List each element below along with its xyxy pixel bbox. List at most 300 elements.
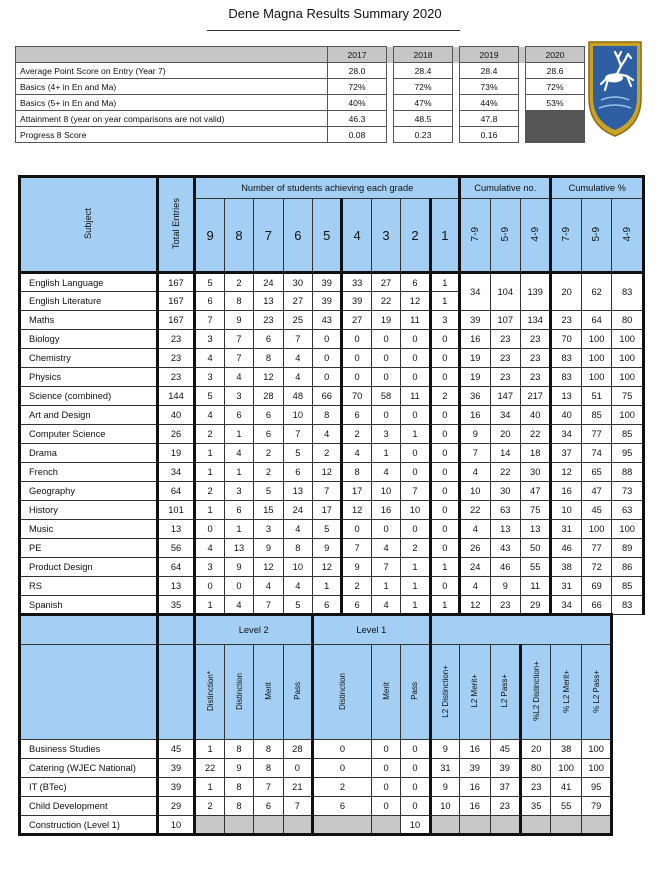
voc-cum-pct-value: 20 [521,740,551,759]
grade-count: 5 [254,482,283,501]
level1-count: 0 [313,740,372,759]
grade-count: 2 [195,425,224,444]
level2-count: 21 [283,778,312,797]
voc-col-label: Distinction* [205,670,215,711]
voc-cum-no-value: 16 [460,778,490,797]
grade-header: 1 [430,199,459,273]
cum-no-value: 14 [490,444,520,463]
grade-count: 10 [283,558,312,577]
subject-row [20,330,644,349]
summary-row [16,79,585,95]
cum-no-col-header [460,199,490,273]
cum-pct-value: 85 [612,425,644,444]
summary-value: 40% [328,95,387,111]
grade-count: 0 [342,330,371,349]
grade-header: 9 [195,199,224,273]
cum-pct-value: 31 [551,520,581,539]
grade-count: 5 [195,273,224,292]
grade-count: 0 [371,406,400,425]
summary-value: 53% [526,95,585,111]
cum-no-value: 23 [490,330,520,349]
subject-row [20,596,644,615]
subject-entries: 23 [157,330,195,349]
grade-count: 10 [283,406,312,425]
cum-no-value: 13 [490,520,520,539]
cum-pct-value: 65 [581,463,611,482]
level1-count: 0 [401,778,430,797]
subject-entries: 64 [157,482,195,501]
grade-count: 0 [430,520,459,539]
summary-row [16,95,585,111]
grade-count: 2 [254,444,283,463]
grade-count: 3 [371,425,400,444]
grade-count: 12 [313,463,342,482]
grade-count: 0 [224,577,253,596]
grade-count: 22 [371,292,400,311]
grade-count: 7 [283,330,312,349]
grade-count: 12 [342,501,371,520]
summary-label: Attainment 8 (year on year comparisons are not valid) [16,111,328,127]
voc-cum-pct-value: 100 [551,759,581,778]
level2-count: 1 [195,740,224,759]
grade-count: 23 [254,311,283,330]
grade-count: 4 [371,539,400,558]
summary-row [16,111,585,127]
cum-pct-value: 16 [551,482,581,501]
voc-col-label: Distinction [234,672,244,710]
level2-col-header [224,645,253,740]
subject-name: RS [20,577,158,596]
voc-subject-name: Construction (Level 1) [20,816,158,835]
cum-pct-value: 34 [551,596,581,615]
voc-subject-row [20,816,644,835]
voc-cum-pct-value: 95 [581,778,611,797]
grade-count: 8 [342,463,371,482]
grade-count: 0 [342,520,371,539]
level2-col-header [283,645,312,740]
cum-no-value: 4 [460,520,490,539]
grade-count: 9 [224,311,253,330]
summary-row [16,63,585,79]
grade-count: 6 [254,330,283,349]
level2-count: 7 [283,797,312,816]
entries-header: Total Entries [171,197,181,250]
level2-count: 8 [254,759,283,778]
grade-count: 15 [254,501,283,520]
grade-count: 0 [401,368,430,387]
summary-row [16,127,585,143]
cum-pct-value: 20 [551,273,581,311]
voc-cum-no-value [460,816,490,835]
subject-name: History [20,501,158,520]
grade-count: 3 [224,482,253,501]
grade-count: 6 [342,596,371,615]
cum-pct-value: 95 [612,444,644,463]
grade-count: 4 [224,444,253,463]
grade-count: 0 [430,349,459,368]
voc-subject-name: Catering (WJEC National) [20,759,158,778]
voc-header-row-2 [20,645,644,740]
level1-count: 0 [313,759,372,778]
grade-count: 39 [313,292,342,311]
voc-cum-no-value [490,816,520,835]
voc-cum-pct-value: 100 [581,759,611,778]
cum-pct-value: 31 [551,577,581,596]
cum-pct-value: 83 [551,349,581,368]
grade-count: 27 [371,273,400,292]
voc-cum-pct-value: 80 [521,759,551,778]
grade-count: 39 [342,292,371,311]
subject-name: Science (combined) [20,387,158,406]
cum-pct-value: 100 [581,368,611,387]
grade-count: 4 [283,577,312,596]
summary-value: 72% [526,79,585,95]
subject-name: Geography [20,482,158,501]
level2-count: 6 [254,797,283,816]
grade-count: 0 [401,330,430,349]
cum-no-value: 46 [490,558,520,577]
voc-cum-no-value: 37 [490,778,520,797]
voc-entries-blank-2 [157,645,195,740]
cum-no-value: 23 [490,349,520,368]
voc-subject-row [20,797,644,816]
grade-count: 0 [371,349,400,368]
grade-count: 7 [313,482,342,501]
voc-cum-no-value: 23 [490,797,520,816]
subject-row [20,406,644,425]
grade-count: 0 [430,539,459,558]
grade-count: 0 [371,330,400,349]
grade-count: 2 [342,425,371,444]
level2-count: 22 [195,759,224,778]
grades-header: Number of students achieving each grade [195,177,460,199]
grade-count: 2 [195,482,224,501]
level2-count: 8 [224,778,253,797]
voc-cum-pct-value [581,816,611,835]
cum-pct-value: 62 [581,273,611,311]
voc-col-label: L2 Pass+ [500,674,510,708]
grade-count: 0 [313,330,342,349]
subject-name: Computer Science [20,425,158,444]
subject-name: Art and Design [20,406,158,425]
grade-count: 0 [313,368,342,387]
voc-cum-pct-value: 41 [551,778,581,797]
voc-subject-blank-2 [20,645,158,740]
cum-pct-value: 85 [612,577,644,596]
grade-count: 28 [254,387,283,406]
grade-count: 27 [342,311,371,330]
cum-pct-col-header [551,199,581,273]
summary-value: 72% [328,79,387,95]
voc-cum-pct-value: 38 [551,740,581,759]
grade-count: 48 [283,387,312,406]
subject-entries: 56 [157,539,195,558]
level2-count [254,816,283,835]
cum-no-value: 20 [490,425,520,444]
summary-label: Average Point Score on Entry (Year 7) [16,63,328,79]
grade-count: 2 [430,387,459,406]
subject-entries: 101 [157,501,195,520]
cum-no-value: 22 [460,501,490,520]
grade-count: 2 [342,577,371,596]
subject-row [20,368,644,387]
cum-pct-value: 100 [581,520,611,539]
grade-count: 10 [401,501,430,520]
subject-row [20,520,644,539]
cum-no-value: 147 [490,387,520,406]
grade-count: 7 [254,596,283,615]
summary-year: 2018 [394,47,453,63]
cum-no-value: 23 [490,368,520,387]
grade-count: 12 [254,558,283,577]
grade-count: 1 [401,558,430,577]
cum-pct-value: 83 [612,273,644,311]
grade-count: 2 [224,273,253,292]
cum-no-col-header [521,199,551,273]
grade-count: 1 [224,425,253,444]
level2-col-header [195,645,224,740]
voc-subject-entries: 45 [157,740,195,759]
grade-count: 0 [313,349,342,368]
cum-pct-value: 66 [581,596,611,615]
summary-value: 28.4 [394,63,453,79]
subject-name: PE [20,539,158,558]
cum-col-label: 4-9 [529,226,541,242]
cum-no-value: 47 [521,482,551,501]
voc-subject-name: Business Studies [20,740,158,759]
subject-name: Chemistry [20,349,158,368]
voc-subject-row [20,778,644,797]
grade-count: 7 [283,425,312,444]
grade-count: 30 [283,273,312,292]
subject-name: English Language [20,273,158,292]
grade-count: 5 [195,387,224,406]
voc-cum-no-header [460,645,490,740]
voc-cum-pct-header [581,645,611,740]
grade-count: 3 [430,311,459,330]
title-underline [207,30,460,31]
grade-count: 13 [254,292,283,311]
grade-count: 1 [401,596,430,615]
voc-cum-no-value: 10 [430,797,459,816]
grade-count: 1 [224,520,253,539]
subject-row [20,463,644,482]
voc-subject-row [20,740,644,759]
level1-count [313,816,372,835]
level1-count: 0 [401,759,430,778]
subject-row [20,501,644,520]
cum-no-value: 19 [460,349,490,368]
voc-cum-pct-value: 55 [551,797,581,816]
voc-cum-pct-value: 100 [581,740,611,759]
summary-year: 2020 [526,47,585,63]
cum-pct-value: 73 [612,482,644,501]
grade-count: 12 [254,368,283,387]
grade-count: 2 [254,463,283,482]
grade-count: 0 [430,406,459,425]
cum-no-value: 26 [460,539,490,558]
grade-count: 1 [430,292,459,311]
grade-count: 3 [254,520,283,539]
grade-header: 7 [254,199,283,273]
cum-pct-value: 72 [581,558,611,577]
results-table [18,175,645,836]
grade-count: 12 [313,558,342,577]
subject-name: Maths [20,311,158,330]
cum-no-value: 10 [460,482,490,501]
cum-no-value: 40 [521,406,551,425]
grade-count: 39 [313,273,342,292]
cum-no-value: 23 [521,330,551,349]
cum-pct-value: 88 [612,463,644,482]
cum-pct-value: 89 [612,539,644,558]
summary-value: 73% [460,79,519,95]
cum-pct-value: 100 [612,520,644,539]
grade-count: 2 [313,444,342,463]
grade-count: 33 [342,273,371,292]
voc-cum-pct-value: 23 [521,778,551,797]
cum-no-value: 23 [521,368,551,387]
voc-subject-name: IT (BTec) [20,778,158,797]
level2-col-header [254,645,283,740]
summary-header-blank [16,47,328,63]
grade-count: 1 [195,444,224,463]
cum-no-value: 22 [521,425,551,444]
grade-count: 0 [342,349,371,368]
voc-subject-entries: 39 [157,778,195,797]
subject-entries: 34 [157,463,195,482]
grade-count: 66 [313,387,342,406]
cum-no-value: 39 [460,311,490,330]
cum-no-value: 11 [521,577,551,596]
grade-count: 4 [195,349,224,368]
summary-value: 0.16 [460,127,519,143]
grade-count: 13 [224,539,253,558]
cum-no-value: 9 [490,577,520,596]
grade-count: 1 [224,463,253,482]
cum-pct-value: 83 [612,596,644,615]
summary-label: Progress 8 Score [16,127,328,143]
grade-count: 4 [224,368,253,387]
cum-pct-value: 10 [551,501,581,520]
grade-count: 6 [401,273,430,292]
subject-row [20,387,644,406]
level1-count: 0 [371,778,400,797]
cum-pct-value: 100 [612,406,644,425]
cum-no-value: 4 [460,577,490,596]
subject-name: English Literature [20,292,158,311]
cum-pct-value: 51 [581,387,611,406]
subject-name: Product Design [20,558,158,577]
voc-cum-pct-value: 79 [581,797,611,816]
grade-count: 1 [195,501,224,520]
cum-pct-col-header [581,199,611,273]
summary-table [15,46,585,143]
grade-count: 9 [313,539,342,558]
subject-entries: 35 [157,596,195,615]
cum-no-value: 107 [490,311,520,330]
level2-count: 8 [224,740,253,759]
level1-count: 6 [313,797,372,816]
grade-count: 11 [401,387,430,406]
grade-count: 0 [430,368,459,387]
grade-count: 3 [195,330,224,349]
summary-value: 28.6 [526,63,585,79]
summary-value: 48.5 [394,111,453,127]
subject-entries: 64 [157,558,195,577]
voc-cum-pct-header [521,645,551,740]
summary-value [526,127,585,143]
cum-pct-value: 80 [612,311,644,330]
grade-count: 1 [195,463,224,482]
cum-no-value: 75 [521,501,551,520]
voc-subject-entries: 10 [157,816,195,835]
grade-count: 1 [313,577,342,596]
summary-label: Basics (4+ in En and Ma) [16,79,328,95]
grade-count: 16 [371,501,400,520]
grade-count: 7 [371,558,400,577]
voc-subject-row [20,759,644,778]
summary-value: 28.0 [328,63,387,79]
cum-pct-value: 46 [551,539,581,558]
cum-no-value: 63 [490,501,520,520]
subject-row [20,539,644,558]
subject-row [20,577,644,596]
cum-pct-value: 77 [581,425,611,444]
cum-pct-value: 100 [612,349,644,368]
level1-count: 10 [401,816,430,835]
cum-pct-value: 47 [581,482,611,501]
voc-cum-no-value: 39 [460,759,490,778]
grade-count: 6 [254,425,283,444]
grade-count: 1 [430,273,459,292]
subject-name: Music [20,520,158,539]
subject-entries: 40 [157,406,195,425]
cum-no-col-header [490,199,520,273]
subject-row [20,482,644,501]
grade-count: 4 [195,406,224,425]
cum-pct-value: 77 [581,539,611,558]
cum-no-value: 30 [490,482,520,501]
grade-count: 3 [195,368,224,387]
grade-count: 25 [283,311,312,330]
grade-count: 0 [371,520,400,539]
level1-count [371,816,400,835]
grade-count: 12 [401,292,430,311]
subject-entries: 23 [157,349,195,368]
cum-no-value: 134 [521,311,551,330]
voc-subject-entries: 39 [157,759,195,778]
cum-no-value: 13 [521,520,551,539]
cum-no-value: 7 [460,444,490,463]
cum-no-value: 16 [460,406,490,425]
voc-cum-no-value: 9 [430,778,459,797]
cum-pct-value: 45 [581,501,611,520]
grade-header: 6 [283,199,312,273]
grade-count: 0 [430,444,459,463]
cum-pct-value: 100 [612,368,644,387]
voc-cum-blank [430,615,612,645]
subject-entries: 26 [157,425,195,444]
subject-entries: 167 [157,292,195,311]
voc-header-row-1 [20,615,644,645]
grade-count: 4 [195,539,224,558]
cum-no-value: 29 [521,596,551,615]
voc-col-label: % L2 Merit+ [561,669,571,713]
subject-name: Biology [20,330,158,349]
cum-pct-header: Cumulative % [551,177,644,199]
cum-pct-value: 86 [612,558,644,577]
